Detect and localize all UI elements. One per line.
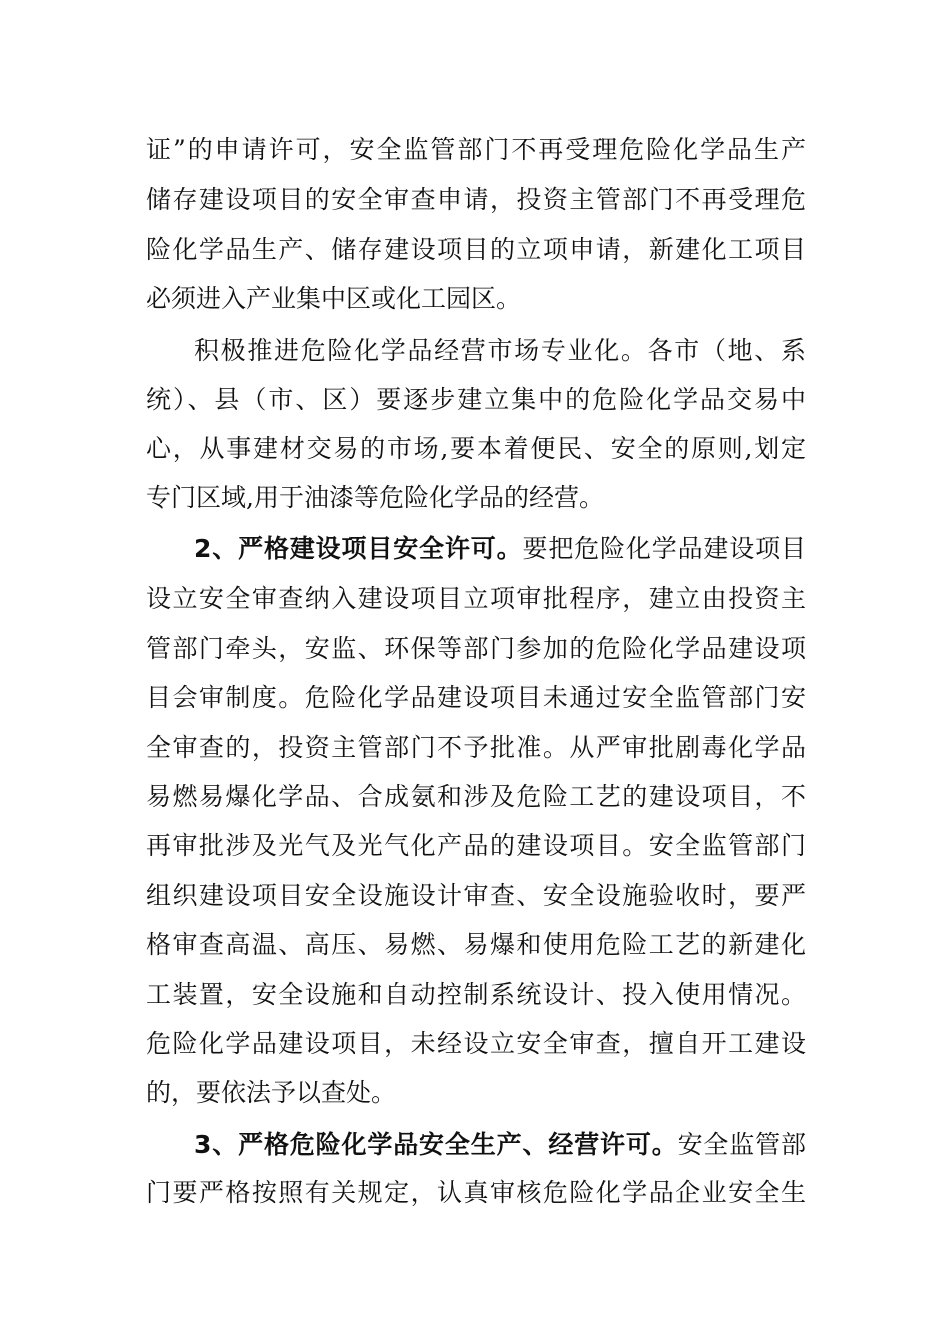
text-line: 全审查的，投资主管部门不予批准。从严审批剧毒化学品 xyxy=(146,733,806,762)
text-line: 再审批涉及光气及光气化产品的建设项目。安全监管部门 xyxy=(146,831,806,860)
text-line: 格审查高温、高压、易燃、易爆和使用危险工艺的新建化 xyxy=(146,930,806,959)
text-line: 险化学品生产、储存建设项目的立项申请，新建化工项目 xyxy=(146,235,806,264)
paragraph-first-line xyxy=(194,1125,806,1165)
text-line: 统）、县（市、区）要逐步建立集中的危险化学品交易中 xyxy=(146,385,806,414)
text-line: 证”的申请许可，安全监管部门不再受理危险化学品生产 xyxy=(146,135,806,164)
text-line: 目会审制度。危险化学品建设项目未通过安全监管部门安 xyxy=(146,683,806,712)
text-run: 要把危险化学品建设项目 xyxy=(522,534,806,563)
text-line: 必须进入产业集中区或化工园区。 xyxy=(146,284,522,313)
paragraph-first-line xyxy=(194,529,806,569)
text-line: 工装置，安全设施和自动控制系统设计、投入使用情况。 xyxy=(146,980,806,1009)
text-line: 的，要依法予以查处。 xyxy=(146,1078,397,1107)
text-line: 门要严格按照有关规定，认真审核危险化学品企业安全生 xyxy=(146,1178,806,1207)
text-line: 心，从事建材交易的市场,要本着便民、安全的原则,划定 xyxy=(146,434,806,463)
text-line: 积极推进危险化学品经营市场专业化。各市（地、系 xyxy=(194,336,806,365)
text-line: 管部门牵头，安监、环保等部门参加的危险化学品建设项 xyxy=(146,634,806,663)
text-line: 危险化学品建设项目，未经设立安全审查，擅自开工建设 xyxy=(146,1029,806,1058)
section-heading: 2、严格建设项目安全许可。 xyxy=(194,534,523,563)
text-run: 安全监管部 xyxy=(677,1130,806,1159)
text-line: 易燃易爆化学品、合成氨和涉及危险工艺的建设项目，不 xyxy=(146,782,806,811)
text-line: 设立安全审查纳入建设项目立项审批程序，建立由投资主 xyxy=(146,584,806,613)
text-line: 专门区域,用于油漆等危险化学品的经营。 xyxy=(146,483,604,512)
section-heading: 3、严格危险化学品安全生产、经营许可。 xyxy=(194,1130,678,1159)
text-line: 组织建设项目安全设施设计审查、安全设施验收时，要严 xyxy=(146,881,806,910)
text-line: 储存建设项目的安全审查申请，投资主管部门不再受理危 xyxy=(146,185,806,214)
